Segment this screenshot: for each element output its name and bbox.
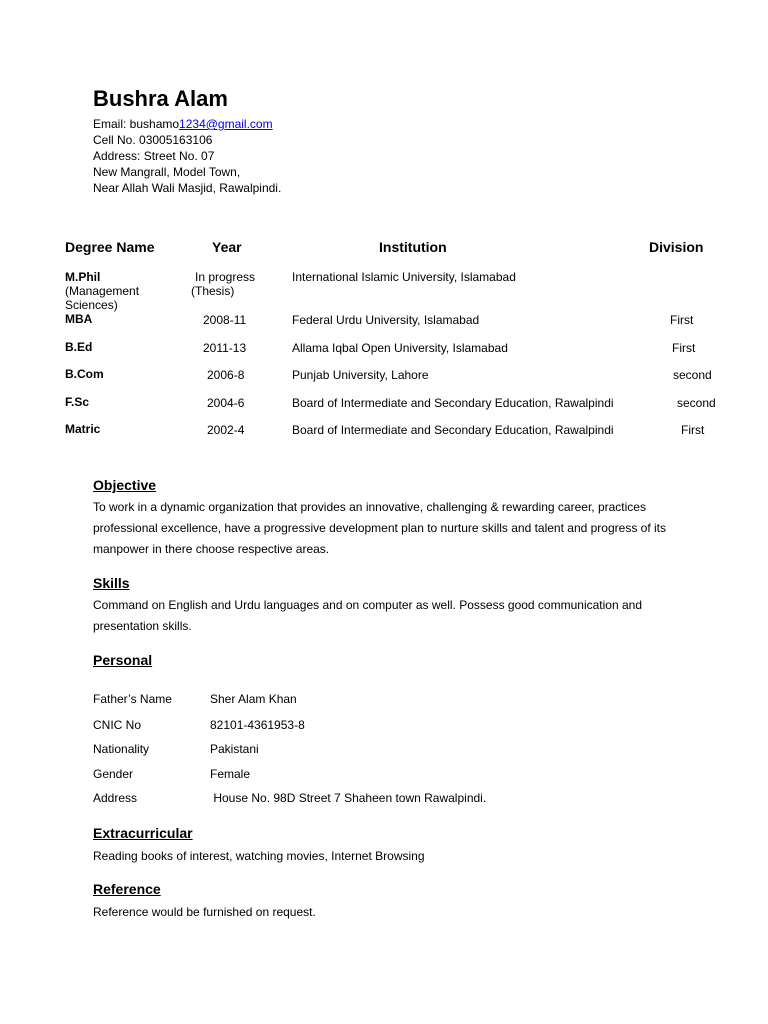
degree-name: B.Ed (65, 340, 93, 354)
email-link[interactable]: 1234@gmail.com (179, 117, 273, 131)
objective-heading: Objective (93, 477, 157, 493)
division-cell: First (670, 313, 694, 327)
header-year: Year (212, 239, 242, 255)
skills-text: Command on English and Urdu languages and on computer as well. Possess good communication and presentation skills. (93, 598, 642, 633)
institution-cell: International Islamic University, Islamabad (292, 270, 516, 284)
degree-name: Matric (65, 422, 101, 436)
header-division: Division (649, 239, 704, 255)
year-cell: 2011-13 (203, 341, 247, 355)
division-cell: First (672, 341, 696, 355)
reference-heading: Reference (93, 881, 161, 897)
nationality-label: Nationality (93, 742, 150, 756)
division-cell: First (681, 423, 705, 437)
objective-text: To work in a dynamic organization that provides an innovative, challenging & rewarding career, practices professional excellence, have a progressive development plan to nurture skills and talent and progress of its manpower in there choose respective areas. (93, 500, 666, 556)
year-sub-cell: (Thesis) (191, 284, 235, 298)
degree-sub-line: Sciences) (65, 298, 118, 312)
extracurricular-heading: Extracurricular (93, 825, 193, 841)
header-degree-name: Degree Name (65, 239, 155, 255)
institution-cell: Board of Intermediate and Secondary Education, Rawalpindi (292, 396, 614, 410)
skills-heading: Skills (93, 575, 130, 591)
institution-cell: Allama Iqbal Open University, Islamabad (292, 341, 508, 355)
extracurricular-text: Reading books of interest, watching movies, Internet Browsing (93, 849, 425, 863)
reference-text: Reference would be furnished on request. (93, 905, 316, 919)
division-cell: second (673, 368, 712, 382)
degree-name: M.Phil (65, 270, 101, 284)
year-cell: 2006-8 (207, 368, 245, 382)
candidate-name: Bushra Alam (93, 86, 228, 111)
institution-cell: Federal Urdu University, Islamabad (292, 313, 480, 327)
gender-label: Gender (93, 767, 134, 781)
year-cell: 2008-11 (203, 313, 247, 327)
header-institution: Institution (379, 239, 447, 255)
division-cell: second (677, 396, 716, 410)
degree-name: B.Com (65, 367, 104, 381)
cnic-value: 82101-4361953-8 (210, 718, 305, 732)
email-line (93, 116, 273, 132)
degree-sub-line: (Management (65, 284, 140, 298)
father-name-label: Father’s Name (93, 692, 172, 706)
degree-name: F.Sc (65, 395, 90, 409)
year-cell: 2002-4 (207, 423, 245, 437)
year-cell: 2004-6 (207, 396, 245, 410)
institution-cell: Board of Intermediate and Secondary Education, Rawalpindi (292, 423, 614, 437)
gender-value: Female (210, 767, 251, 781)
degree-name: MBA (65, 312, 93, 326)
year-cell: In progress (195, 270, 256, 284)
institution-cell: Punjab University, Lahore (292, 368, 429, 382)
address-line-3: Near Allah Wali Masjid, Rawalpindi. (93, 181, 282, 195)
nationality-value: Pakistani (210, 742, 259, 756)
address-line-2: New Mangrall, Model Town, (93, 165, 241, 179)
personal-heading: Personal (93, 652, 153, 668)
email-label: Email: bushamo (93, 117, 180, 131)
table-row (65, 270, 139, 312)
address-line-1: Address: Street No. 07 (93, 149, 215, 163)
address-label: Address (93, 791, 138, 805)
cnic-label: CNIC No (93, 718, 142, 732)
father-name-value: Sher Alam Khan (210, 692, 297, 706)
cell-number: Cell No. 03005163106 (93, 133, 213, 147)
address-value: House No. 98D Street 7 Shaheen town Rawalpindi. (210, 791, 487, 805)
